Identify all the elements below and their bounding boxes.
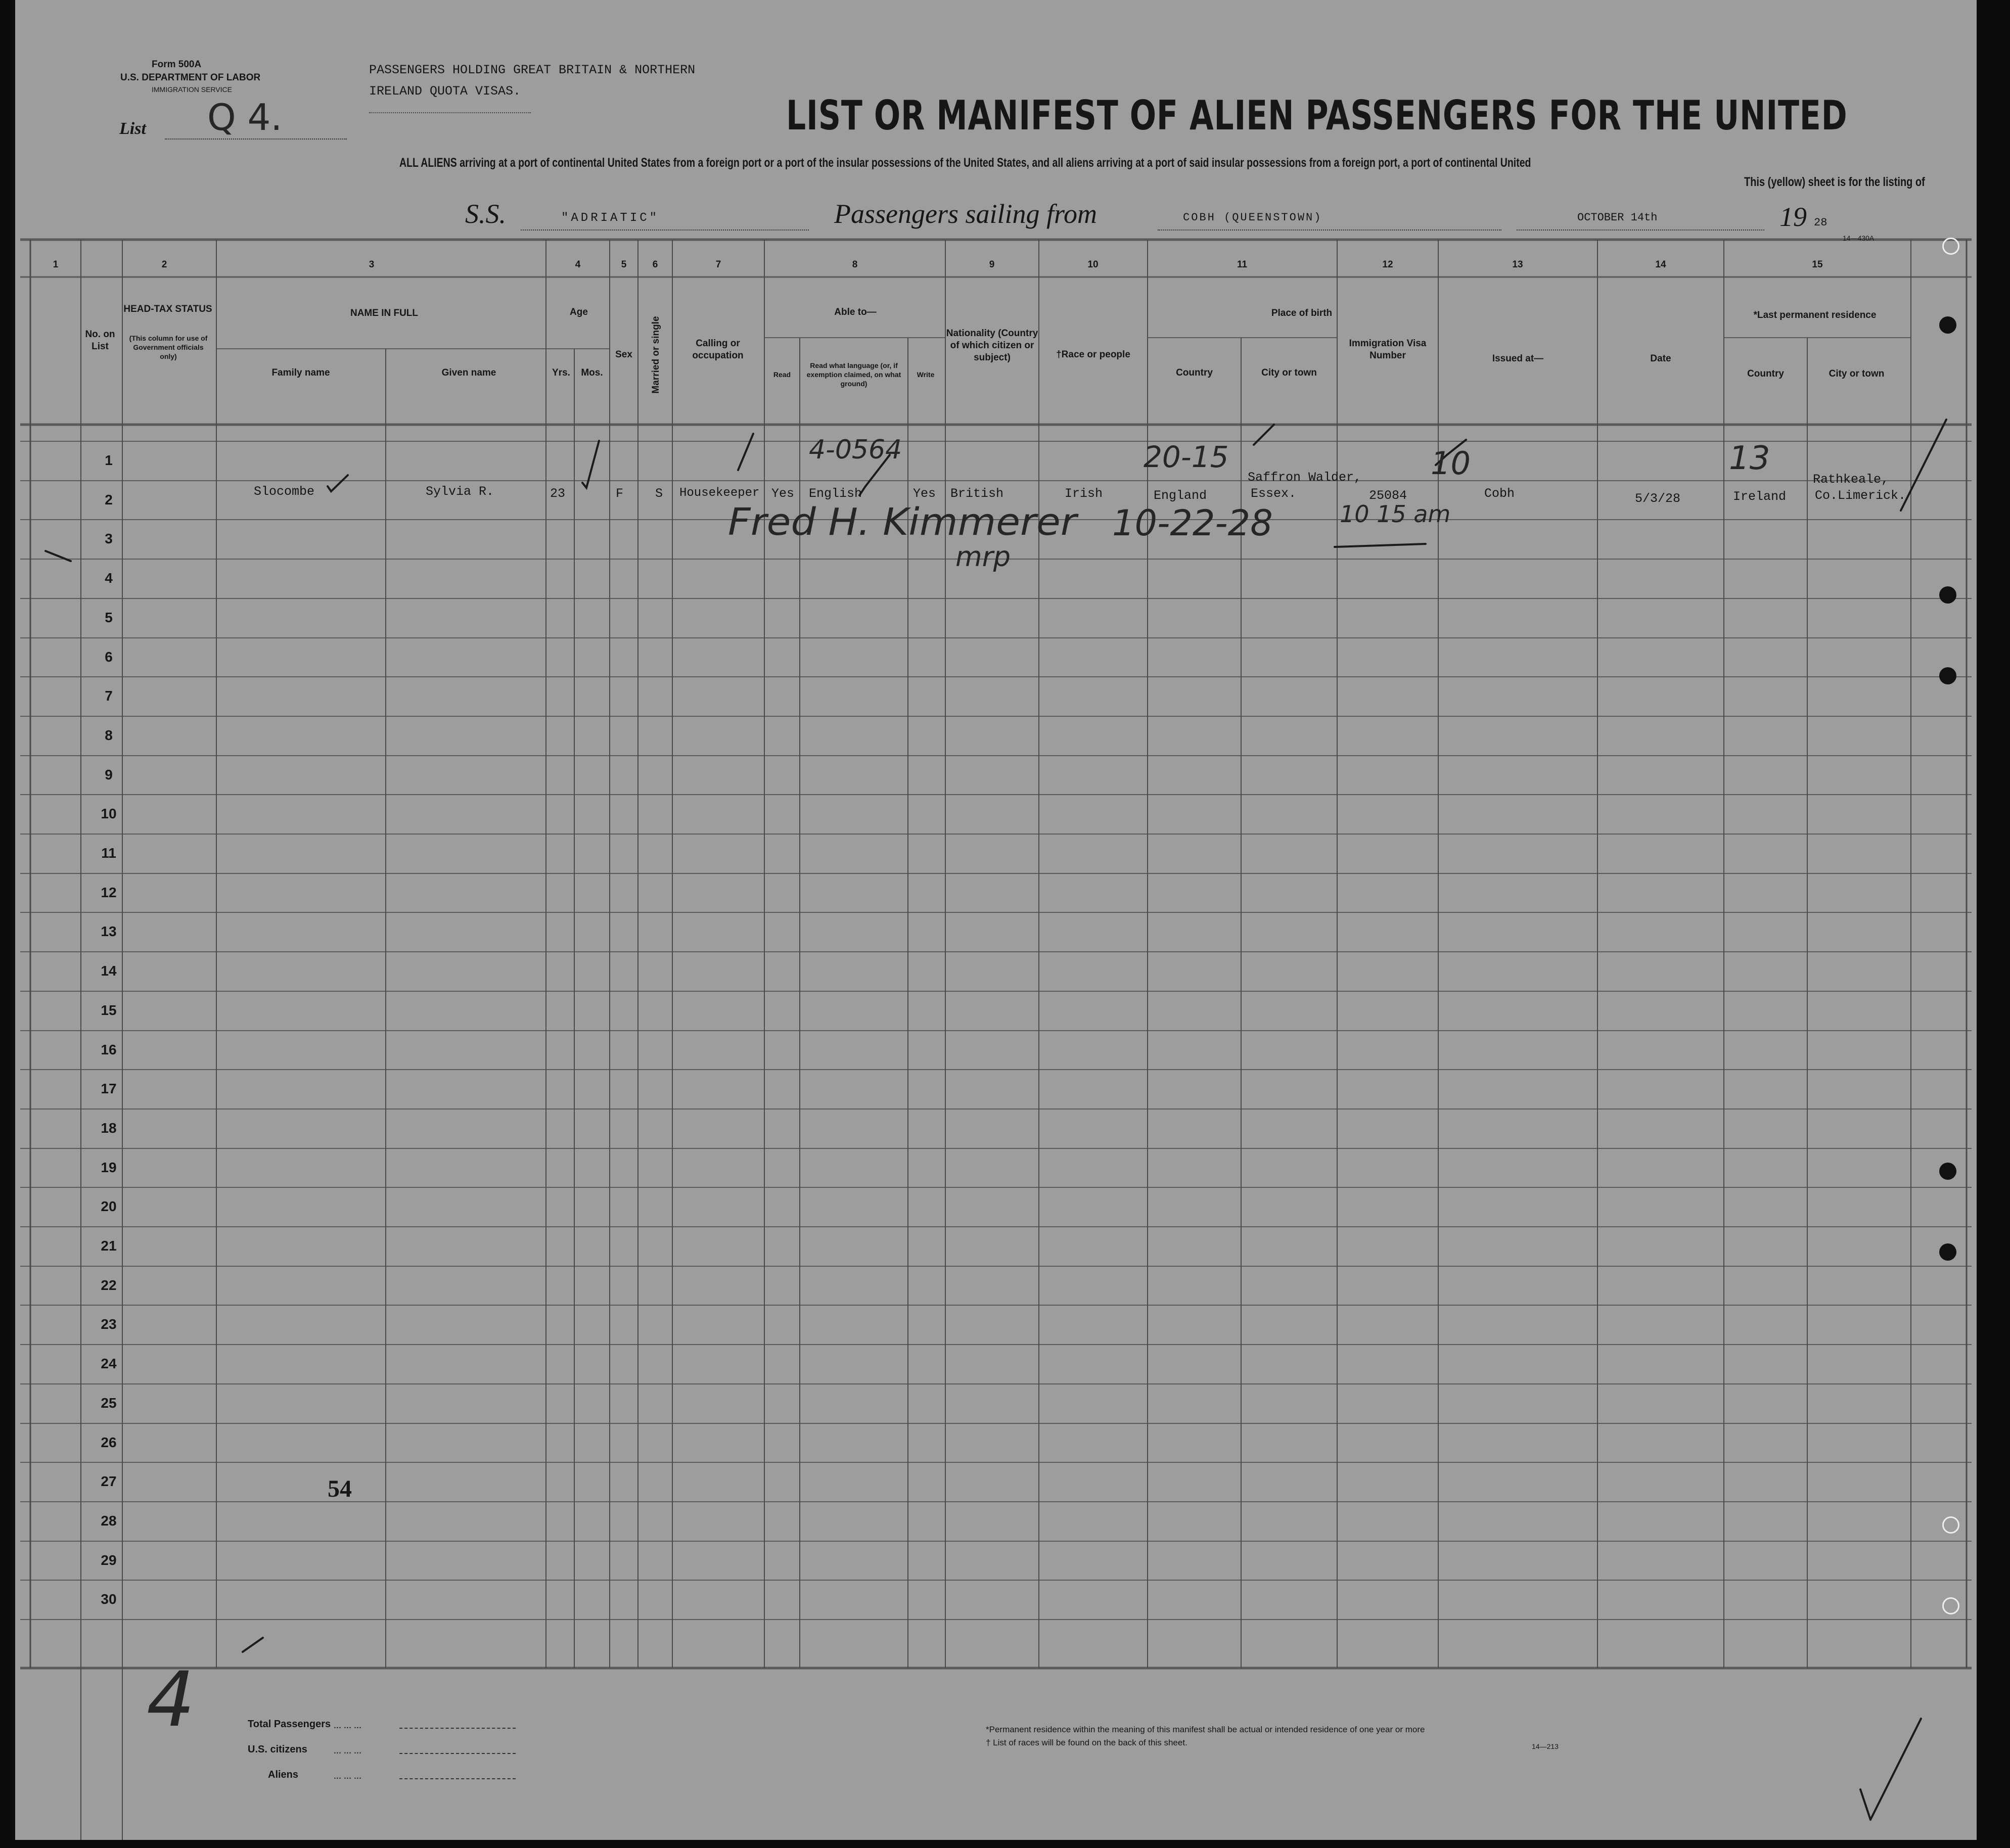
column-number: 14: [1655, 259, 1666, 270]
header-given-name: Given name: [441, 367, 496, 378]
ship-name: "ADRIATIC": [561, 211, 660, 225]
header-able-to: Able to—: [834, 307, 877, 317]
header-family-name: Family name: [271, 367, 330, 378]
binder-hole-icon: [1939, 586, 1956, 604]
given-name: Sylvia R.: [426, 484, 494, 499]
footer-us-citizens: U.S. citizens: [248, 1744, 307, 1755]
column-number: 11: [1237, 259, 1248, 270]
row-number: 13: [101, 923, 117, 939]
row-number: 21: [101, 1238, 117, 1254]
header-residence-city: City or town: [1829, 368, 1885, 379]
footer-note-races: † List of races will be found on the back of this sheet.: [986, 1738, 1187, 1747]
sailing-label: Passengers sailing from: [834, 199, 1098, 229]
quota-underline: [369, 112, 531, 113]
row-number: 4: [105, 570, 113, 586]
column-number: 1: [53, 259, 59, 270]
birth-county: Essex.: [1251, 486, 1297, 501]
row-number: 26: [101, 1435, 117, 1450]
check-footer-right2: [1870, 1719, 1921, 1820]
binder-hole-icon: [1939, 667, 1956, 684]
underline-timestamp: [1335, 544, 1426, 547]
list-underline: [165, 138, 347, 140]
binder-hole-icon: [1939, 1243, 1956, 1261]
header-date: Date: [1650, 353, 1671, 364]
age-years: 23: [550, 486, 566, 501]
row-number: 27: [101, 1473, 117, 1489]
header-residence-country: Country: [1747, 368, 1784, 379]
header-calling: Calling or occupation: [692, 338, 744, 361]
handwritten-birth-note: 20-15: [1144, 440, 1229, 474]
sex: F: [616, 486, 624, 501]
signature-time: 10 15 am: [1340, 500, 1451, 528]
stamped-number: 54: [328, 1475, 352, 1502]
header-birth-city: City or town: [1261, 367, 1317, 378]
column-number: 3: [369, 259, 375, 270]
binder-hole-icon: [1942, 1516, 1959, 1534]
column-number: 5: [621, 259, 627, 270]
occupation: Housekeeper: [679, 486, 760, 500]
header-place-of-birth: Place of birth: [1271, 308, 1333, 318]
row-number: 11: [101, 845, 116, 861]
column-number: 6: [652, 259, 658, 270]
column-number: 4: [575, 259, 581, 270]
check-family: [328, 475, 348, 491]
row-number: 15: [101, 1002, 117, 1018]
handwritten-residence-note: 13: [1729, 440, 1770, 477]
sailing-date: OCTOBER 14th: [1577, 211, 1658, 224]
footer-total-passengers: Total Passengers: [248, 1719, 331, 1730]
service: IMMIGRATION SERVICE: [152, 85, 232, 94]
row-number: 3: [105, 531, 113, 546]
quota-line-2: IRELAND QUOTA VISAS.: [369, 84, 521, 99]
column-number: 8: [852, 259, 858, 270]
row-number: 12: [101, 885, 117, 900]
list-label: List: [119, 119, 146, 138]
row-number: 30: [101, 1591, 117, 1607]
row-number: 17: [101, 1081, 117, 1096]
marital-status: S: [655, 486, 663, 501]
row-number: 10: [101, 806, 117, 821]
footer-note-residence: *Permanent residence within the meaning of this manifest shall be actual or intended residence of one year or more: [986, 1725, 1425, 1734]
row-number: 24: [101, 1356, 117, 1371]
header-read-language: Read what language (or, if exemption claimed, on what ground): [806, 361, 901, 388]
row-number: 23: [101, 1316, 117, 1332]
handwritten-initials: mrp: [955, 541, 1011, 573]
inspector-signature: Fred H. Kimmerer: [728, 500, 1077, 544]
departure-port: COBH (QUEENSTOWN): [1183, 211, 1322, 224]
row-number: 8: [105, 727, 113, 743]
row-number: 28: [101, 1513, 117, 1529]
subtitle-line-2: This (yellow) sheet is for the listing of: [1744, 175, 1925, 189]
can-write: Yes: [913, 486, 936, 501]
department: U.S. DEPARTMENT OF LABOR: [120, 72, 261, 83]
header-yrs: Yrs.: [552, 367, 570, 378]
column-number: 9: [989, 259, 995, 270]
column-number: 15: [1812, 259, 1823, 270]
header-read: Read: [773, 371, 791, 379]
binder-hole-icon: [1939, 1163, 1956, 1180]
port-underline: [1158, 229, 1501, 230]
footer-dots: ... ... ...: [334, 1745, 361, 1756]
language: English: [809, 486, 862, 501]
family-name: Slocombe: [254, 484, 315, 499]
binder-hole-icon: [1942, 238, 1959, 255]
header-nationality: Nationality (Country of which citizen or subject): [946, 328, 1038, 363]
residence-city: Rathkeale,: [1813, 472, 1889, 487]
column-number: 2: [161, 259, 167, 270]
race: Irish: [1065, 486, 1103, 501]
header-race: †Race or people: [1056, 349, 1130, 360]
check-occupation: [738, 434, 753, 470]
row-number: 6: [105, 649, 113, 665]
row-number: 18: [101, 1120, 117, 1136]
handwritten-total: 4: [147, 1656, 195, 1744]
footer-aliens: Aliens: [268, 1769, 299, 1780]
footer-code: 14—213: [1532, 1742, 1559, 1750]
date-underline: [1517, 229, 1764, 230]
header-no-on-list: No. on List: [85, 329, 115, 352]
row-number: 2: [105, 492, 113, 507]
handwritten-checkmarks: [45, 420, 1946, 1820]
row-number: 16: [101, 1042, 117, 1057]
footer-line: [399, 1753, 516, 1754]
header-birth-country: Country: [1176, 367, 1213, 378]
quota-line-1: PASSENGERS HOLDING GREAT BRITAIN & NORTHERN: [369, 63, 696, 77]
row-number: 5: [105, 610, 113, 625]
ss-label: S.S.: [465, 199, 506, 229]
header-issued-at: Issued at—: [1492, 353, 1544, 364]
check-residence: [1901, 420, 1946, 511]
column-number: 7: [715, 259, 721, 270]
column-number: 10: [1087, 259, 1099, 270]
check-footer-left: [243, 1638, 263, 1652]
binder-hole-icon: [1939, 316, 1956, 334]
residence-country: Ireland: [1733, 489, 1787, 504]
residence-county: Co.Limerick.: [1815, 488, 1906, 503]
year-suffix: 28: [1814, 216, 1828, 229]
issued-at: Cobh: [1484, 486, 1515, 501]
header-age: Age: [570, 307, 588, 317]
row-number: 7: [105, 688, 113, 704]
footer-line: [399, 1728, 516, 1729]
subtitle-line-1: ALL ALIENS arriving at a port of continental United States from a foreign port or a port of the insular possessions of the United States, and all aliens arriving at a port of said insular possessions from a foreign port, a port of continental United: [399, 156, 1531, 170]
binder-hole-icon: [1942, 1597, 1959, 1614]
column-number: 13: [1512, 259, 1523, 270]
header-visa-number: Immigration Visa Number: [1349, 338, 1427, 361]
row-number: 20: [101, 1198, 117, 1214]
header-mos: Mos.: [581, 367, 603, 378]
row-number: 25: [101, 1395, 117, 1411]
row-number: 22: [101, 1277, 117, 1293]
ship-underline: [521, 229, 809, 230]
row-number: 1: [105, 452, 113, 468]
nationality: British: [950, 486, 1004, 501]
header-write: Write: [917, 371, 935, 379]
footer-line: [399, 1778, 516, 1779]
page-title: LIST OR MANIFEST OF ALIEN PASSENGERS FOR THE UNITED: [786, 92, 1848, 139]
header-married: Married or single: [651, 316, 661, 394]
header-sex: Sex: [615, 349, 632, 360]
birth-city: Saffron Walder,: [1248, 470, 1362, 485]
row-number: 14: [101, 963, 117, 979]
issue-date: 5/3/28: [1635, 491, 1681, 506]
form-number: Form 500A: [152, 59, 202, 70]
birth-country: England: [1154, 488, 1207, 503]
handwritten-issue-note: 10: [1431, 445, 1471, 482]
year-prefix: 19: [1779, 202, 1807, 232]
header-name-in-full: NAME IN FULL: [350, 308, 419, 318]
check-footer-right: [1860, 1789, 1870, 1820]
signature-date: 10-22-28: [1112, 502, 1273, 544]
header-head-tax: HEAD-TAX STATUS: [123, 304, 212, 314]
handwritten-code: 4-0564: [809, 435, 902, 465]
form-code: 14—430A: [1843, 234, 1875, 242]
footer-dots: ... ... ...: [334, 1770, 361, 1781]
can-read: Yes: [771, 486, 795, 501]
header-last-residence: *Last permanent residence: [1753, 310, 1877, 320]
row-number: 9: [105, 767, 113, 782]
column-number: 12: [1382, 259, 1393, 270]
visa-number: 25084: [1369, 488, 1407, 503]
footer-dots: ... ... ...: [334, 1720, 361, 1731]
list-number: Q 4.: [207, 96, 283, 138]
row-number: 19: [101, 1160, 117, 1175]
row-number: 29: [101, 1552, 117, 1568]
header-head-tax-note: (This column for use of Government officials only): [129, 334, 208, 360]
